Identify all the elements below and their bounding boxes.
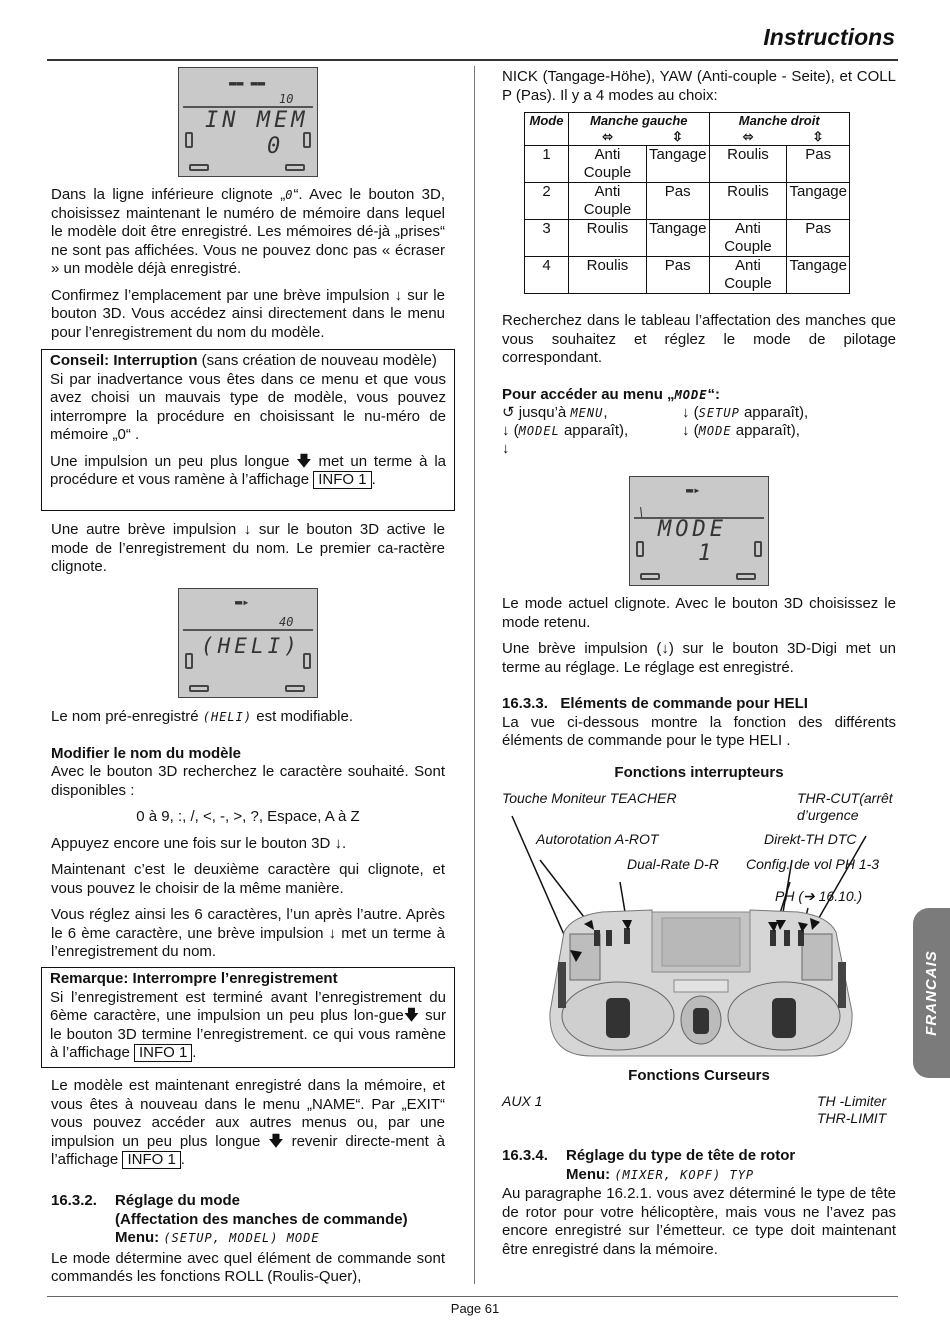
section-heading-16-3-4: 16.3.4. Réglage du type de tête de rotor Menu: (MIXER, KOPF) TYP	[502, 1147, 796, 1183]
page-number: Page 61	[450, 1301, 500, 1316]
lcd-display-heli: ▬▸ 40 (HELI)	[178, 588, 318, 698]
section-heading-16-3-2: 16.3.2. Réglage du mode (Affectation des manches de commande) Menu: (SETUP, MODEL) MODE	[51, 1192, 408, 1246]
figure-title-sliders: Fonctions Curseurs	[628, 1067, 770, 1084]
page-header-title: Instructions	[763, 24, 895, 50]
info-1-label: INFO 1	[313, 471, 371, 489]
table-row: 1 Anti Couple Tangage Roulis Pas	[525, 146, 850, 183]
paragraph: Le mode actuel clignote. Avec le bouton 3D choisissez le mode retenu.	[502, 595, 896, 631]
paragraph: Au paragraphe 16.2.1. vous avez déterminé le type de tête de rotor pour votre hélicoptère, mais vous ne l’avez pas encore enregistré sur l’émetteur. ce type doit maintenant être enregistré dans la mémoire.	[502, 1185, 896, 1258]
paragraph: Le mode détermine avec quel élément de commande sont commandés les fonctions ROLL (Roulis-Quer),	[51, 1249, 445, 1285]
info-1-label: INFO 1	[122, 1151, 180, 1169]
paragraph: Avec le bouton 3D recherchez le caractère souhaité. Sont disponibles :	[51, 763, 445, 799]
lcd-main-text: (HELI)	[201, 634, 301, 658]
paragraph: Dans la ligne inférieure clignote „0“. Avec le bouton 3D, choisissez maintenant le numéro de mémoire dans lequel le modèle doit être enregistré. Les mémoires dé-jà „prises“ ne sont pas affichées. Vous ne pouvez donc pas « écraser » un modèle déjà enregistré.	[51, 186, 446, 277]
available-characters: 0 à 9, :, /, <, -, >, ?, Espace, A à Z	[136, 808, 360, 825]
caption-th-limiter: TH -Limiter THR-LIMIT	[817, 1093, 887, 1126]
caption-teacher: Touche Moniteur TEACHER	[502, 790, 677, 806]
table-row: 4 Roulis Pas Anti Couple Tangage	[525, 257, 850, 294]
note-box-interrupt-recording: Remarque: Interrompre l’enregistrement Si l’enregistrement est terminé avant l’enregistrement du 6ème caractère, une impulsion un peu plus lon-gue🡇 sur le bouton 3D termine l’enregistrement. ce qui vous ramène à l’affichage INFO 1 .	[41, 967, 455, 1068]
paragraph: Appuyez encore une fois sur le bouton 3D ↓.	[51, 834, 347, 852]
caption-dual-rate: Dual-Rate D-R	[627, 856, 719, 872]
mode-table: Mode Manche gauche Manche droit ⬄ ⇳ ⬄ ⇳ 1 Anti Couple Tangage Roulis Pas 2 Anti Couple Pas Roulis Tangage 3 Roulis Tangage Anti Couple Pas 4 Roulis Pas Anti Couple Tangage	[524, 112, 850, 294]
paragraph: Recherchez dans le tableau l’affectation des manches que vous souhaitez et réglez le mode de pilotage correspondant.	[502, 312, 896, 366]
lcd-main-text: MODE	[658, 517, 727, 542]
lcd-top-value: 10	[279, 92, 294, 106]
access-menu-heading: Pour accéder au menu „MODE“:	[502, 385, 720, 403]
lcd-memory-number: 0	[267, 134, 285, 159]
caption-autorotation: Autorotation A-ROT	[536, 831, 659, 847]
paragraph: Une autre brève impulsion ↓ sur le bouton 3D active le mode de l’enregistrement du nom. Le premier ca-ractère clignote.	[51, 521, 445, 575]
lcd-display-mode: ▬▸ \ MODE 1	[629, 476, 769, 586]
menu-steps: ↺ jusqu’à MENU, ↓ (SETUP apparaît), ↓ (MODEL apparaît), ↓ (MODE apparaît), ↓	[502, 404, 809, 457]
paragraph: Vous réglez ainsi les 6 caractères, l’un après l’autre. Après le 6 ème caractère, une brève impulsion ↓ met un terme à l’enregistrement du nom.	[51, 906, 445, 960]
column-divider	[474, 66, 475, 1284]
paragraph: NICK (Tangage-Höhe), YAW (Anti-couple - Seite), et COLL P (Pas). Il y a 4 modes au choix:	[502, 68, 896, 104]
lcd-display-in-mem: ▬▬ ▬▬ 10 IN MEM 0	[178, 67, 318, 177]
section-heading: Modifier le nom du modèle	[51, 744, 242, 762]
paragraph: Confirmez l’emplacement par une brève impulsion ↓ sur le bouton 3D. Vous accédez ainsi directement dans le menu pour l’enregistrement du nom du modèle.	[51, 286, 445, 341]
paragraph: Le modèle est maintenant enregistré dans la mémoire, et vous êtes à nouveau dans le menu „NAME“. Par „EXIT“ vous pouvez accéder aux autres menus ou, par une impulsion un peu plus longue 🡇 revenir directe-ment à l’affichage INFO 1 .	[51, 1077, 445, 1168]
caption-ph-reference: PH (➔ 16.10.)	[775, 888, 863, 904]
tip-box-interruption: Conseil: Interruption (sans création de nouveau modèle) Si par inadvertance vous êtes dans ce menu et que vous avez choisi un mauvais type de modèle, vous pouvez interrompre la procédure en choisissant le nu-méro de mémoire „0“ . Une impulsion un peu plus longue 🡇 met un terme à la procédure et vous ramène à l’affichage INFO 1 .	[41, 349, 455, 511]
footer-rule	[47, 1296, 898, 1297]
table-row: 3 Roulis Tangage Anti Couple Pas	[525, 220, 850, 257]
paragraph: Le nom pré-enregistré (HELI) est modifiable.	[51, 708, 353, 725]
lcd-top-value: 40	[279, 615, 294, 629]
info-1-label: INFO 1	[134, 1044, 192, 1062]
header-rule	[47, 59, 898, 61]
transmitter-illustration	[502, 812, 896, 1062]
caption-flight-config: Config. de vol PH 1-3	[746, 856, 880, 872]
language-tab: FRANCAIS	[913, 908, 950, 1078]
table-row: 2 Anti Couple Pas Roulis Tangage	[525, 183, 850, 220]
paragraph: Une brève impulsion (↓) sur le bouton 3D-Digi met un terme au réglage. Le réglage est enregistré.	[502, 640, 896, 676]
lcd-mode-number: 1	[698, 541, 716, 566]
lcd-main-text: IN MEM	[205, 108, 309, 133]
caption-direkt-th: Direkt-TH DTC	[764, 831, 857, 847]
paragraph: La vue ci-dessous montre la fonction des différents éléments de commande pour le type HELI .	[502, 713, 896, 749]
caption-thr-cut: THR-CUT(arrêt d’urgence	[797, 790, 893, 823]
section-heading-16-3-3: 16.3.3. Eléments de commande pour HELI	[502, 695, 808, 712]
paragraph: Maintenant c’est le deuxième caractère qui clignote, et vous pouvez le choisir de la même manière.	[51, 861, 445, 897]
caption-aux1: AUX 1	[502, 1093, 543, 1109]
figure-title-switches: Fonctions interrupteurs	[614, 764, 784, 781]
